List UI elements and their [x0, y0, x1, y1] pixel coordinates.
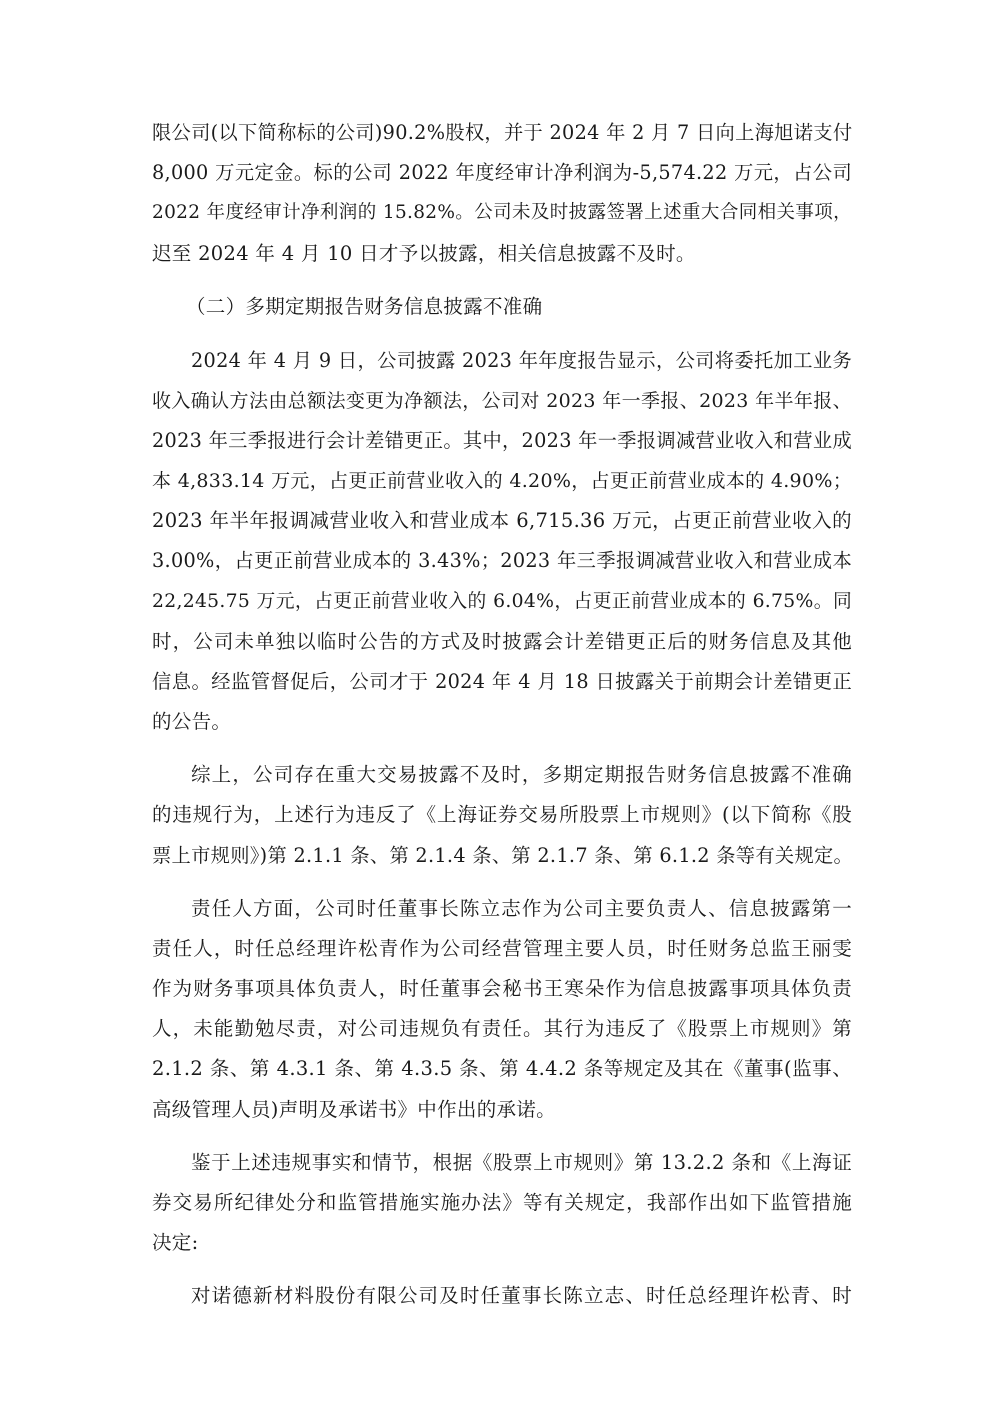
- text-line: 票上市规则》)第 2.1.1 条、第 2.1.4 条、第 2.1.7 条、第 6.1.2 条等有关规定。: [152, 844, 854, 867]
- text-line: 3.00%，占更正前营业成本的 3.43%；2023 年三季报调减营业收入和营业成本: [152, 549, 852, 572]
- text-line: 本 4,833.14 万元，占更正前营业收入的 4.20%，占更正前营业成本的 4.90%；: [152, 470, 852, 492]
- text-line: 22,245.75 万元，占更正前营业收入的 6.04%，占更正前营业成本的 6.75%。同: [152, 591, 852, 612]
- text-line: 鉴于上述违规事实和情节，根据《股票上市规则》第 13.2.2 条和《上海证: [191, 1151, 852, 1174]
- text-line: 2023 年半年报调减营业收入和营业成本 6,715.36 万元，占更正前营业收入的: [152, 509, 852, 532]
- text-line: 时，公司未单独以临时公告的方式及时披露会计差错更正后的财务信息及其他: [152, 630, 852, 653]
- text-line: 高级管理人员)声明及承诺书》中作出的承诺。: [152, 1098, 556, 1121]
- text-line: 2022 年度经审计净利润的 15.82%。公司未及时披露签署上述重大合同相关事项，: [152, 202, 852, 223]
- text-line: 对诺德新材料股份有限公司及时任董事长陈立志、时任总经理许松青、时: [191, 1284, 852, 1307]
- text-line: 2024 年 4 月 9 日，公司披露 2023 年年度报告显示，公司将委托加工业务: [191, 349, 852, 372]
- text-line: 8,000 万元定金。标的公司 2022 年度经审计净利润为-5,574.22 万元，占公司: [152, 161, 852, 184]
- text-line: 责任人方面，公司时任董事长陈立志作为公司主要负责人、信息披露第一: [191, 897, 852, 920]
- text-line: 责任人，时任总经理许松青作为公司经营管理主要人员，时任财务总监王丽雯: [152, 937, 852, 960]
- text-line: 收入确认方法由总额法变更为净额法，公司对 2023 年一季报、2023 年半年报、: [152, 390, 852, 412]
- text-line: 信息。经监管督促后，公司才于 2024 年 4 月 18 日披露关于前期会计差错更正: [152, 670, 852, 693]
- text-line: 2023 年三季报进行会计差错更正。其中，2023 年一季报调减营业收入和营业成: [152, 429, 852, 452]
- text-line: 2.1.2 条、第 4.3.1 条、第 4.3.5 条、第 4.4.2 条等规定及其在《董事(监事、: [152, 1057, 852, 1080]
- text-line: 决定:: [152, 1231, 199, 1254]
- text-line: 的公告。: [152, 710, 232, 733]
- text-line: 迟至 2024 年 4 月 10 日才予以披露，相关信息披露不及时。: [152, 242, 696, 265]
- section-heading: （二）多期定期报告财务信息披露不准确: [186, 295, 543, 318]
- text-line: 人，未能勤勉尽责，对公司违规负有责任。其行为违反了《股票上市规则》第: [152, 1017, 852, 1040]
- text-line: 作为财务事项具体负责人，时任董事会秘书王寒朵作为信息披露事项具体负责: [152, 977, 852, 1000]
- text-line: 限公司(以下简称标的公司)90.2%股权，并于 2024 年 2 月 7 日向上海旭诺支付: [152, 121, 853, 144]
- text-line: 综上，公司存在重大交易披露不及时，多期定期报告财务信息披露不准确: [191, 763, 852, 786]
- text-line: 券交易所纪律处分和监管措施实施办法》等有关规定，我部作出如下监管措施: [152, 1191, 852, 1214]
- text-line: 的违规行为，上述行为违反了《上海证券交易所股票上市规则》(以下简称《股: [152, 803, 852, 826]
